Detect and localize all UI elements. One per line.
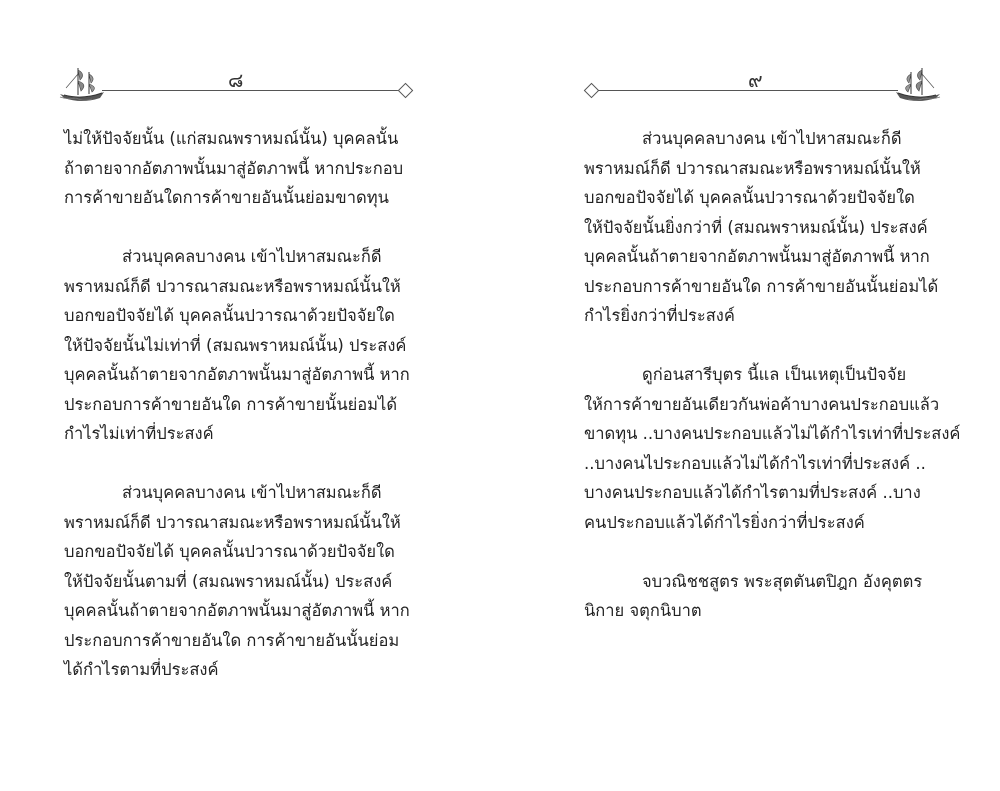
paragraph (64, 478, 416, 685)
text-line: บุคคลนั้นถ้าตายจากอัตภาพนั้นมาสู่อัตภาพนี้ หาก (64, 365, 410, 384)
text-line: การค้าขายอันใดการค้าขายอันนั้นย่อมขาดทุน (64, 188, 389, 207)
text-line: กำไรยิ่งกว่าที่ประสงค์ (584, 306, 735, 325)
text-line: ประกอบการค้าขายอันใด การค้าขายนั้นย่อมได้ (64, 394, 398, 414)
page-number: ๙ (748, 68, 763, 92)
diamond-ornament-icon (398, 83, 414, 99)
paragraph (584, 360, 961, 537)
text-line: ไม่ให้ปัจจัยนั้น (แก่สมณพราหมณ์นั้น) บุคคลนั้น (64, 129, 399, 148)
text-line: บอกขอปัจจัยได้ บุคคลนั้นปวารณาด้วยปัจจัยใด (64, 542, 395, 561)
body-text (64, 124, 416, 714)
text-line: ประกอบการค้าขายอันใด การค้าขายอันนั้นย่อมได้ (584, 276, 939, 296)
sailing-ship-icon (894, 64, 942, 104)
paragraph (64, 124, 416, 213)
text-line: บอกขอปัจจัยได้ บุคคลนั้นปวารณาด้วยปัจจัยใด (64, 306, 395, 325)
text-line: ถ้าตายจากอัตภาพนั้นมาสู่อัตภาพนี้ หากประกอบ (64, 158, 404, 178)
text-line: จบวณิชชสูตร พระสุตตันตปิฎก อังคุตตร (642, 571, 923, 591)
paragraph (64, 242, 416, 449)
text-line: ประกอบการค้าขายอันใด การค้าขายอันนั้นย่อม (64, 630, 400, 650)
text-line: บางคนประกอบแล้วได้กำไรตามที่ประสงค์ ..บาง (584, 483, 921, 502)
paragraph (584, 124, 939, 331)
text-line: พราหมณ์ก็ดี ปวารณาสมณะหรือพราหมณ์นั้นให้ (64, 512, 401, 532)
page-header (582, 62, 942, 108)
text-line: ส่วนบุคคลบางคน เข้าไปหาสมณะก็ดี (642, 129, 902, 148)
text-line: ..บางคนไประกอบแล้วไม่ได้กำไรเท่าที่ประสงค์ .. (584, 453, 926, 473)
header-rule (102, 90, 402, 91)
text-line: ได้กำไรตามที่ประสงค์ (64, 660, 219, 679)
body-text (584, 124, 961, 655)
text-line: ให้ปัจจัยนั้นไม่เท่าที่ (สมณพราหมณ์นั้น) ประสงค์ (64, 335, 407, 355)
text-line: ดูก่อนสารีบุตร นี้แล เป็นเหตุเป็นปัจจัย (642, 365, 907, 384)
text-line: พราหมณ์ก็ดี ปวารณาสมณะหรือพราหมณ์นั้นให้ (64, 276, 401, 296)
page-header (58, 62, 418, 108)
paragraph (584, 567, 936, 626)
page-number: ๘ (228, 68, 244, 92)
text-line: บุคคลนั้นถ้าตายจากอัตภาพนั้นมาสู่อัตภาพนี้ หาก (584, 247, 930, 266)
right-page (500, 0, 1000, 791)
text-line: พราหมณ์ก็ดี ปวารณาสมณะหรือพราหมณ์นั้นให้ (584, 158, 921, 178)
text-line: ส่วนบุคคลบางคน เข้าไปหาสมณะก็ดี (122, 247, 382, 266)
sailing-ship-icon (58, 64, 106, 104)
text-line: ขาดทุน ..บางคนประกอบแล้วไม่ได้กำไรเท่าที่ประสงค์ (584, 424, 961, 443)
diamond-ornament-icon (584, 83, 600, 99)
text-line: บอกขอปัจจัยได้ บุคคลนั้นปวารณาด้วยปัจจัยใด (584, 188, 915, 207)
text-line: กำไรไม่เท่าที่ประสงค์ (64, 424, 214, 443)
text-line: บุคคลนั้นถ้าตายจากอัตภาพนั้นมาสู่อัตภาพนี้ หาก (64, 601, 410, 620)
text-line: คนประกอบแล้วได้กำไรยิ่งกว่าที่ประสงค์ (584, 512, 865, 532)
text-line: ส่วนบุคคลบางคน เข้าไปหาสมณะก็ดี (122, 483, 382, 502)
text-line: ให้ปัจจัยนั้นตามที่ (สมณพราหมณ์นั้น) ประสงค์ (64, 571, 393, 591)
text-line: ให้การค้าขายอันเดียวกันพ่อค้าบางคนประกอบแล้ว (584, 394, 940, 414)
text-line: นิกาย จตุกนิบาต (584, 601, 702, 620)
text-line: ให้ปัจจัยนั้นยิ่งกว่าที่ (สมณพราหมณ์นั้น) ประสงค์ (584, 217, 928, 237)
